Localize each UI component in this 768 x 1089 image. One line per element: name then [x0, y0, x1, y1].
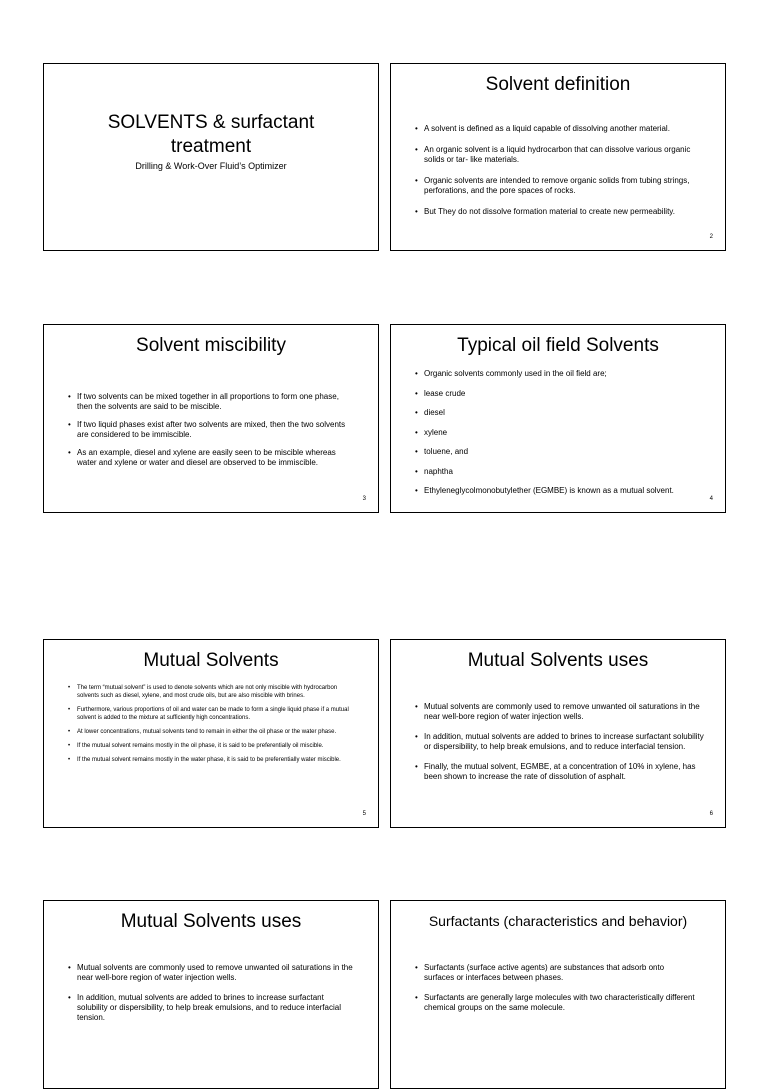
- bullet-item: • xylene: [415, 428, 705, 438]
- slide-1: [43, 63, 379, 251]
- bullet-item: • Organic solvents commonly used in the oil field are;: [415, 369, 705, 379]
- page-number: 6: [709, 811, 713, 817]
- bullet-list: [415, 702, 705, 782]
- bullet-item: • In addition, mutual solvents are added to brines to increase surfactant solubility or dispersibility, to help break emulsions, and to reduce interfacial tension.: [68, 993, 356, 1023]
- bullet-item: • toluene, and: [415, 447, 705, 457]
- bullet-item: • naphtha: [415, 467, 705, 477]
- slide-title: Solvent miscibility: [136, 335, 286, 356]
- page-number: 4: [709, 496, 713, 502]
- bullet-item: • Furthermore, various proportions of oil and water can be made to form a single liquid phase if a mutual solvent is added to the mixture at sufficiently high concentrations.: [68, 706, 356, 722]
- bullet-item: • Ethyleneglycolmonobutylether (EGMBE) is known as a mutual solvent.: [415, 486, 705, 496]
- page-number: 2: [709, 234, 713, 240]
- slide-8: [390, 900, 726, 1089]
- bullet-item: • An organic solvent is a liquid hydrocarbon that can dissolve various organic solids or tar- like materials.: [415, 145, 705, 165]
- bullet-list: [68, 684, 356, 764]
- bullet-item: • Mutual solvents are commonly used to remove unwanted oil saturations in the near well-bore region of water injection wells.: [68, 963, 356, 983]
- bullet-item: • Finally, the mutual solvent, EGMBE, at a concentration of 10% in xylene, has been shown to increase the rate of dissolution of asphalt.: [415, 762, 705, 782]
- bullet-item: • At lower concentrations, mutual solvents tend to remain in either the oil phase or the water phase.: [68, 728, 356, 736]
- bullet-list: [68, 392, 348, 468]
- bullet-item: • If two liquid phases exist after two solvents are mixed, then the two solvents are considered to be immiscible.: [68, 420, 348, 440]
- bullet-item: • Organic solvents are intended to remove organic solids from tubing strings, perforations, and the pore spaces of rocks.: [415, 176, 705, 196]
- slide-5: [43, 639, 379, 828]
- page-number: 3: [362, 496, 366, 502]
- slide-title: Typical oil field Solvents: [457, 335, 659, 356]
- slide-3: [43, 324, 379, 513]
- slide-6: [390, 639, 726, 828]
- slide-subtitle: Drilling & Work-Over Fluid’s Optimizer: [135, 161, 287, 171]
- bullet-list: [68, 963, 356, 1023]
- bullet-item: • In addition, mutual solvents are added to brines to increase surfactant solubility or dispersibility, to help break emulsions, and to reduce interfacial tension.: [415, 732, 705, 752]
- slide-title: Surfactants (characteristics and behavior): [428, 913, 688, 929]
- slide-title: Mutual Solvents uses: [467, 650, 649, 671]
- page-number: 5: [362, 811, 366, 817]
- bullet-list: [415, 124, 705, 217]
- bullet-item: • The term “mutual solvent” is used to denote solvents which are not only miscible with hydrocarbon solvents such as diesel, xylene, and most crude oils, but are also miscible with brines.: [68, 684, 356, 700]
- bullet-item: • lease crude: [415, 389, 705, 399]
- bullet-item: • A solvent is defined as a liquid capable of dissolving another material.: [415, 124, 705, 134]
- slide-7: [43, 900, 379, 1089]
- slide-title: Mutual Solvents uses: [120, 911, 302, 932]
- bullet-list: [415, 369, 705, 496]
- bullet-item: • If the mutual solvent remains mostly in the water phase, it is said to be preferentially water miscible.: [68, 756, 356, 764]
- bullet-item: • diesel: [415, 408, 705, 418]
- slide-4: [390, 324, 726, 513]
- bullet-item: • If the mutual solvent remains mostly in the oil phase, it is said to be preferentially oil miscible.: [68, 742, 356, 750]
- slide-title: Solvent definition: [485, 74, 631, 95]
- slide-2: [390, 63, 726, 251]
- bullet-item: • Mutual solvents are commonly used to remove unwanted oil saturations in the near well-bore region of water injection wells.: [415, 702, 705, 722]
- bullet-item: • But They do not dissolve formation material to create new permeability.: [415, 207, 705, 217]
- bullet-item: • As an example, diesel and xylene are easily seen to be miscible whereas water and xylene or water and diesel are observed to be immiscible.: [68, 448, 348, 468]
- bullet-item: • If two solvents can be mixed together in all proportions to form one phase, then the solvents are said to be miscible.: [68, 392, 348, 412]
- bullet-item: • Surfactants (surface active agents) are substances that adsorb onto surfaces or interfaces between phases.: [415, 963, 695, 983]
- slide-title: SOLVENTS & surfactant treatment: [107, 112, 315, 157]
- bullet-list: [415, 963, 695, 1013]
- slide-title: Mutual Solvents: [143, 650, 279, 671]
- bullet-item: • Surfactants are generally large molecules with two characteristically different chemical groups on the same molecule.: [415, 993, 695, 1013]
